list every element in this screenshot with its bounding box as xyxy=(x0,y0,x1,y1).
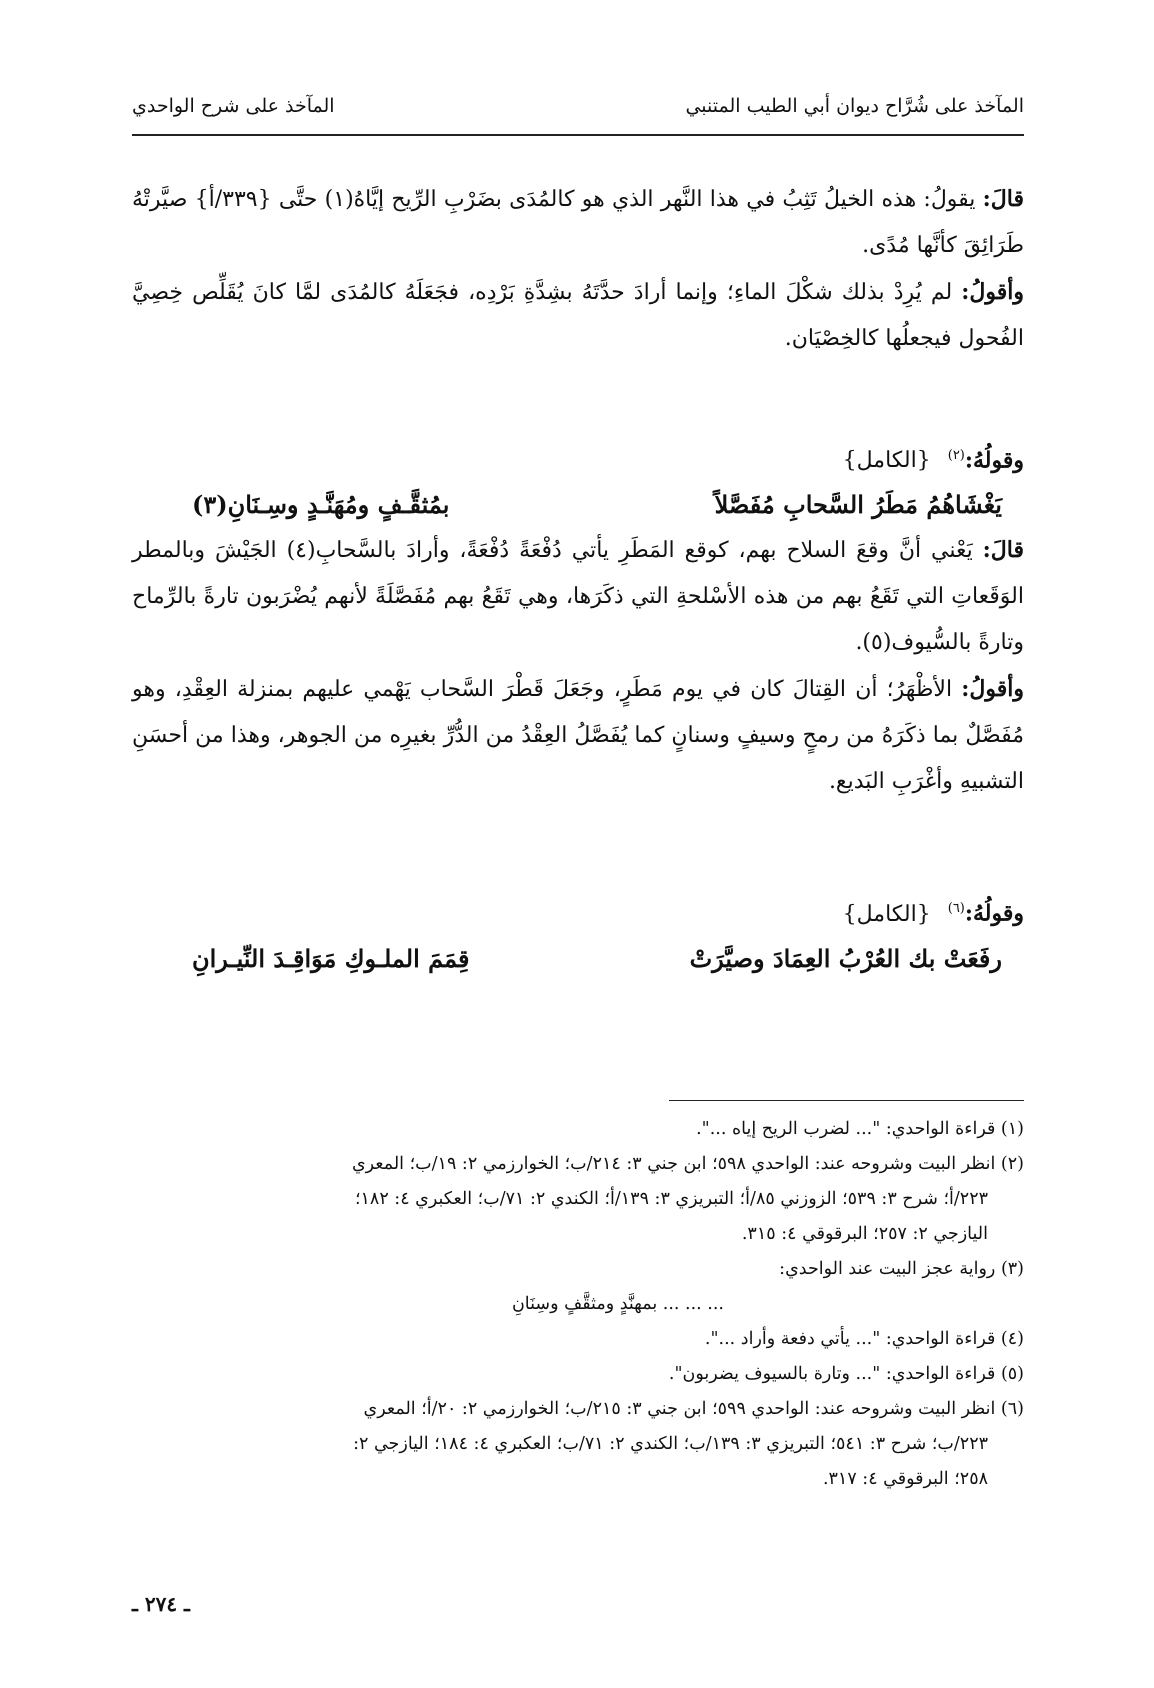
paragraph-aqul-1 xyxy=(132,269,1024,362)
footnote-6-continued: ٢٥٨؛ البرقوقي ٤: ٣١٧. xyxy=(822,1469,988,1489)
page-number: ـ ٢٧٤ ـ xyxy=(132,1592,190,1616)
running-header xyxy=(132,95,1024,135)
verse-second-hemistich: بمُثقَّـفٍ ومُهَنَّـدٍ وسِـنَانِ(٣) xyxy=(192,490,450,520)
meter-label: {الكامل} xyxy=(842,901,931,927)
paragraph-aqul-2 xyxy=(132,666,1024,805)
verse-first-hemistich: رفَعَتْ بك العُرْبُ العِمَادَ وصيَّرَتْ xyxy=(689,943,1002,973)
footnote-4: (٤) قراءة الواحدي: "... يأتي دفعة وأراد ...". xyxy=(704,1329,1024,1349)
header-rule xyxy=(132,134,1024,136)
verse-intro-1 xyxy=(132,434,1024,483)
meter-label: {الكامل} xyxy=(842,448,931,474)
qal-text: يقولُ: هذه الخيلُ تَثِبُ في هذا النَّهر الذي هو كالمُدَى بضَرْبِ الرِّيح إيَّاهُ(١) حتَّى {٣٣٩/أ} صيَّرتْهُ طَرَائِقَ كأنَّها مُدًى. xyxy=(132,187,1024,258)
section-gap xyxy=(132,805,1024,887)
footnote-5: (٥) قراءة الواحدي: "... وتارة بالسيوف يضربون". xyxy=(668,1364,1024,1384)
document-page xyxy=(132,0,1024,1688)
footnote-rule xyxy=(669,1100,1024,1101)
qal-label: قالَ: xyxy=(982,537,1024,564)
footnote-2-continued: اليازجي ٢: ٢٥٧؛ البرقوقي ٤: ٣١٥. xyxy=(741,1224,988,1244)
aqul-text: لم يُرِدْ بذلك شكْلَ الماءِ؛ وإنما أرادَ حدَّتَهُ بشِدَّةِ بَرْدِه، فجَعَلَهُ كالمُدَى لمَّا كانَ يُقَلِّص خِصِيَّ الفُحول فيجعلُها كالخِصْيَان. xyxy=(132,280,1024,351)
footnote-6-continued: ٢٢٣/ب؛ شرح ٣: ٥٤١؛ التبريزي ٣: ١٣٩/ب؛ الكندي ٢: ٧١/ب؛ العكبري ٤: ١٨٤؛ اليازجي ٢: xyxy=(353,1434,988,1454)
footnote-3-verse: ... ... ... بمهنَّدٍ ومثقَّفٍ وسِنَانِ xyxy=(511,1294,724,1314)
section-gap xyxy=(132,362,1024,434)
section-title: المآخذ على شرح الواحدي xyxy=(132,95,335,117)
main-text xyxy=(132,176,1024,981)
paragraph-qal-1 xyxy=(132,176,1024,269)
aqul-text: الأظْهَرُ؛ أن القِتالَ كان في يوم مَطَرٍ، وجَعَلَ قَطْرَ السَّحاب يَهْمي عليهم بمنزلة العِقْدِ، وهو مُفَصَّلٌ بما ذكَرَهُ من رمحٍ وسيفٍ وسنانٍ كما يُفَصَّلُ العِقْدُ من الدُّرِّ بغيرِه من الجوهر، وهذا من أحسَنِ التشبيهِ وأغْرَبِ البَديع. xyxy=(132,677,1024,795)
verse-line-1 xyxy=(132,483,1024,527)
verse-intro-label: وقولُهُ: xyxy=(964,447,1024,474)
verse-second-hemistich: قِمَمَ الملـوكِ مَوَاقِـدَ النِّيـرانِ xyxy=(192,943,470,973)
aqul-label: وأقولُ: xyxy=(961,279,1024,305)
footnote-1: (١) قراءة الواحدي: "... لضرب الريح إياه ...". xyxy=(696,1119,1024,1139)
aqul-label: وأقولُ: xyxy=(961,676,1025,703)
footnote-ref: (٢) xyxy=(947,448,965,463)
footnote-3: (٣) رواية عجز البيت عند الواحدي: xyxy=(779,1259,1024,1279)
footnote-2: (٢) انظر البيت وشروحه عند: الواحدي ٥٩٨؛ ابن جني ٣: ٢١٤/ب؛ الخوارزمي ٢: ١٩/ب؛ المعري xyxy=(351,1154,1024,1174)
qal-text: يَعْني أنَّ وقعَ السلاح بهم، كوقع المَطَرِ يأتي دُفْعَةً دُفْعَةً، وأرادَ بالسَّحابِ(٤) الجَيْشَ وبالمطر الوَقَعاتِ التي تَقَعُ بهم من هذه الأسْلحةِ التي ذكَرَها، وهي تَقَعُ بهم مُفَصَّلَةً لأنهم يُضْرَبون تارةً بالرِّماح وتارةً بالسُّيوف(٥). xyxy=(132,538,1024,656)
verse-line-2 xyxy=(132,937,1024,981)
footnote-ref: (٦) xyxy=(947,901,965,917)
footnotes xyxy=(132,1112,1024,1497)
qal-label: قالَ: xyxy=(982,186,1024,212)
verse-intro-label: وقولُهُ: xyxy=(964,900,1024,927)
paragraph-qal-2 xyxy=(132,527,1024,666)
book-title: المآخذ على شُرَّاح ديوان أبي الطيب المتنبي xyxy=(685,95,1024,117)
verse-intro-2 xyxy=(132,887,1024,936)
footnote-2-continued: ٢٢٣/أ؛ شرح ٣: ٥٣٩؛ الزوزني ٨٥/أ؛ التبريزي ٣: ١٣٩/أ؛ الكندي ٢: ٧١/ب؛ العكبري ٤: ١٨٢؛ xyxy=(354,1189,988,1209)
verse-first-hemistich: يَغْشَاهُمُ مَطَرُ السَّحابِ مُفَصَّلاً xyxy=(714,490,1002,520)
footnote-6: (٦) انظر البيت وشروحه عند: الواحدي ٥٩٩؛ ابن جني ٣: ٢١٥/ب؛ الخوارزمي ٢: ٢٠/أ؛ المعري xyxy=(363,1399,1024,1419)
